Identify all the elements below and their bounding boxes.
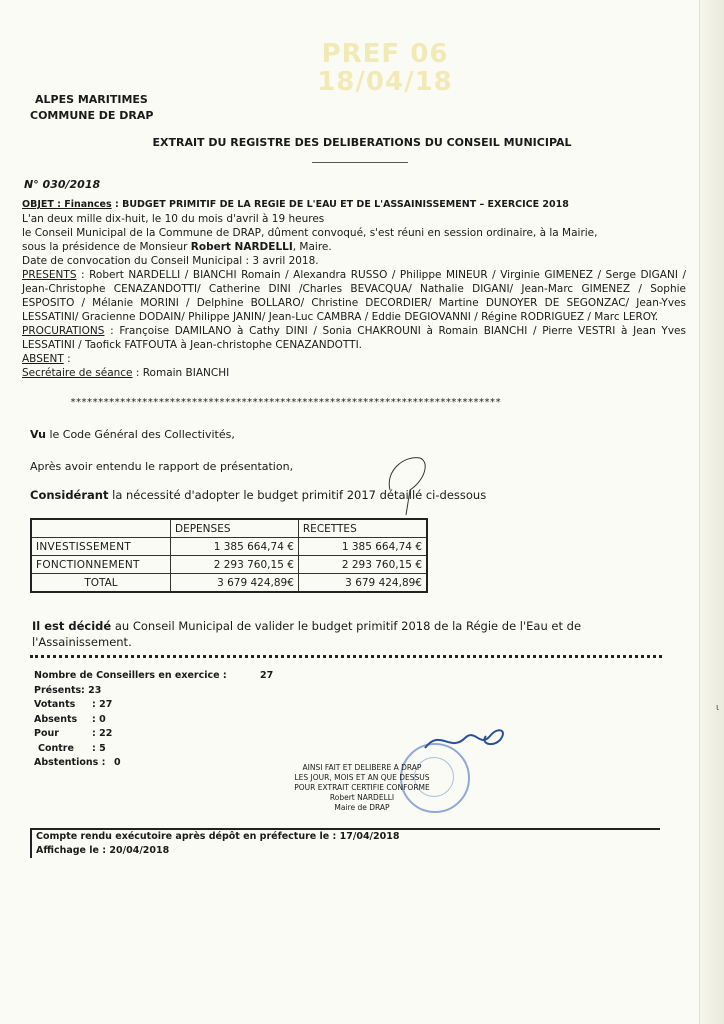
vu-label: Vu	[30, 428, 46, 441]
sign-line-2: LES JOUR, MOIS ET AN QUE DESSUS	[294, 773, 430, 782]
deliberation-number: N° 030/2018	[24, 178, 101, 191]
vote-label: Présents	[34, 684, 82, 696]
procurations-label: PROCURATIONS	[22, 325, 105, 337]
convocation-line: Date de convocation du Conseil Municipal : 3 avril 2018.	[22, 255, 319, 267]
absent-text: :	[63, 353, 71, 365]
vote-value: : 27	[92, 699, 113, 710]
table-row	[31, 556, 427, 574]
prefecture-stamp	[300, 40, 470, 96]
table-header-depenses: DEPENSES	[171, 519, 299, 538]
table-header-recettes: RECETTES	[298, 519, 427, 538]
absent-line	[22, 352, 686, 366]
table-row-total	[31, 574, 427, 593]
sign-line-1: AINSI FAIT ET DELIBERE A DRAP	[302, 763, 422, 772]
decide-text: au Conseil Municipal de valider le budget primitif 2018 de la Régie de l'Eau et de l'Assainissement.	[32, 619, 582, 649]
table-header-row	[31, 519, 427, 538]
signature-icon	[420, 718, 510, 758]
depenses-cell: 1 385 664,74 €	[171, 538, 299, 556]
vote-value: : 5	[92, 742, 106, 754]
procurations-paragraph	[22, 324, 686, 352]
vu-line	[30, 428, 235, 441]
table-header-empty	[31, 519, 171, 538]
vote-value: : 0	[92, 713, 106, 725]
department-name: ALPES MARITIMES	[35, 93, 148, 106]
footer-box	[30, 828, 660, 858]
row-label: INVESTISSEMENT	[31, 538, 171, 556]
considerant-label: Considérant	[30, 488, 109, 502]
title-rule	[312, 162, 408, 163]
date-line: L'an deux mille dix-huit, le 10 du mois d'avril à 19 heures	[22, 213, 325, 225]
objet-line	[22, 197, 686, 212]
vote-value: : 23	[81, 684, 102, 696]
recettes-cell: 2 293 760,15 €	[298, 556, 427, 574]
vote-value: 0	[114, 757, 121, 768]
decide-label: Il est décidé	[32, 619, 112, 633]
vote-label: Absents	[34, 713, 78, 725]
margin-mark-icon: ɩ	[716, 703, 720, 713]
apres-line: Après avoir entendu le rapport de présentation,	[30, 460, 294, 473]
row-label: TOTAL	[31, 574, 171, 593]
table-row	[31, 538, 427, 556]
objet-sep: :	[111, 199, 123, 210]
page-edge	[699, 0, 724, 1024]
vote-value: 27	[260, 670, 274, 681]
star-separator: ******************************************************************************	[70, 397, 501, 408]
recettes-cell: 3 679 424,89€	[298, 574, 427, 593]
recettes-cell: 1 385 664,74 €	[298, 538, 427, 556]
handwritten-mark-icon	[380, 450, 440, 520]
secretaire-text: : Romain BIANCHI	[132, 367, 230, 379]
considerant-text: la nécessité d'adopter le budget primitif 2017 détaillé ci-dessous	[108, 488, 487, 502]
presents-label: PRESENTS	[22, 269, 77, 281]
document-title: EXTRAIT DU REGISTRE DES DELIBERATIONS DU CONSEIL MUNICIPAL	[152, 136, 572, 149]
vote-value: : 22	[92, 728, 113, 739]
secretaire-label: Secrétaire de séance	[22, 367, 133, 379]
row-label: FONCTIONNEMENT	[31, 556, 171, 574]
secretaire-line	[22, 366, 686, 380]
conseil-line: le Conseil Municipal de la Commune de DRAP, dûment convoqué, s'est réuni en session ordinaire, à la Mairie,	[22, 227, 598, 239]
document-header	[30, 92, 153, 124]
depenses-cell: 2 293 760,15 €	[171, 556, 299, 574]
vote-label: Abstentions :	[34, 757, 106, 768]
vu-text: le Code Général des Collectivités,	[45, 428, 235, 441]
absent-label: ABSENT	[22, 353, 64, 365]
deliberation-body	[22, 197, 686, 380]
presidence-line	[22, 240, 686, 254]
objet-label: OBJET : Finances	[22, 199, 112, 210]
decision-paragraph	[32, 618, 662, 650]
executoire-line: Compte rendu exécutoire après dépôt en préfecture le : 17/04/2018	[36, 831, 400, 842]
depenses-cell: 3 679 424,89€	[171, 574, 299, 593]
stamp-line-2: 18/04/18	[317, 67, 453, 97]
affichage-line: Affichage le : 20/04/2018	[36, 845, 170, 856]
vote-label: Pour	[34, 728, 59, 739]
presents-paragraph	[22, 268, 686, 324]
vote-label: Nombre de Conseillers en exercice :	[34, 670, 227, 681]
sign-line-3: POUR EXTRAIT CERTIFIE CONFORME	[294, 783, 430, 792]
sign-line-5: Maire de DRAP	[334, 803, 390, 812]
considerant-line	[30, 488, 486, 502]
president-name: Robert NARDELLI	[190, 241, 293, 253]
signature-block	[262, 763, 462, 813]
stamp-line-1: PREF 06	[321, 39, 449, 69]
budget-table	[30, 518, 428, 593]
objet-text: BUDGET PRIMITIF DE LA REGIE DE L'EAU ET DE L'ASSAINISSEMENT – EXERCICE 2018	[122, 199, 569, 210]
vote-label: Votants	[34, 699, 76, 710]
procurations-text: : Françoise DAMILANO à Cathy DINI / Sonia CHAKROUNI à Romain BIANCHI / Pierre VESTRI à Jean Yves LESSATINI / Taofick FATFOUTA à Jean-christophe CENAZANDOTTI.	[22, 325, 686, 351]
presents-text: : Robert NARDELLI / BIANCHI Romain / Alexandra RUSSO / Philippe MINEUR / Virginie GIMENEZ / Serge DIGANI / Jean-Christophe CENAZANDOTTI/ Catherine DINI /Charles BEVACQUA/ Nathalie DIGANI/ Jean-Marc GIMENEZ / Sophie ESPOSITO / Mélanie MORINI / Delphine BOLLARO/ Christine DECORDIER/ Martine DUNOYER DE SEGONZAC/ Jean-Yves LESSATINI/ Gracienne DODAIN/ Philippe JANIN/ Jean-Luc CAMBRA / Eddie DEGIOVANNI / Régine RODRIGUEZ / Marc LEROY.	[22, 269, 686, 323]
sign-line-4: Robert NARDELLI	[329, 793, 395, 802]
commune-name: COMMUNE DE DRAP	[30, 109, 154, 122]
dotted-separator	[30, 655, 662, 658]
presidence-post: , Maire.	[292, 241, 332, 253]
vote-label: Contre	[38, 742, 74, 754]
presidence-pre: sous la présidence de Monsieur	[22, 241, 191, 253]
